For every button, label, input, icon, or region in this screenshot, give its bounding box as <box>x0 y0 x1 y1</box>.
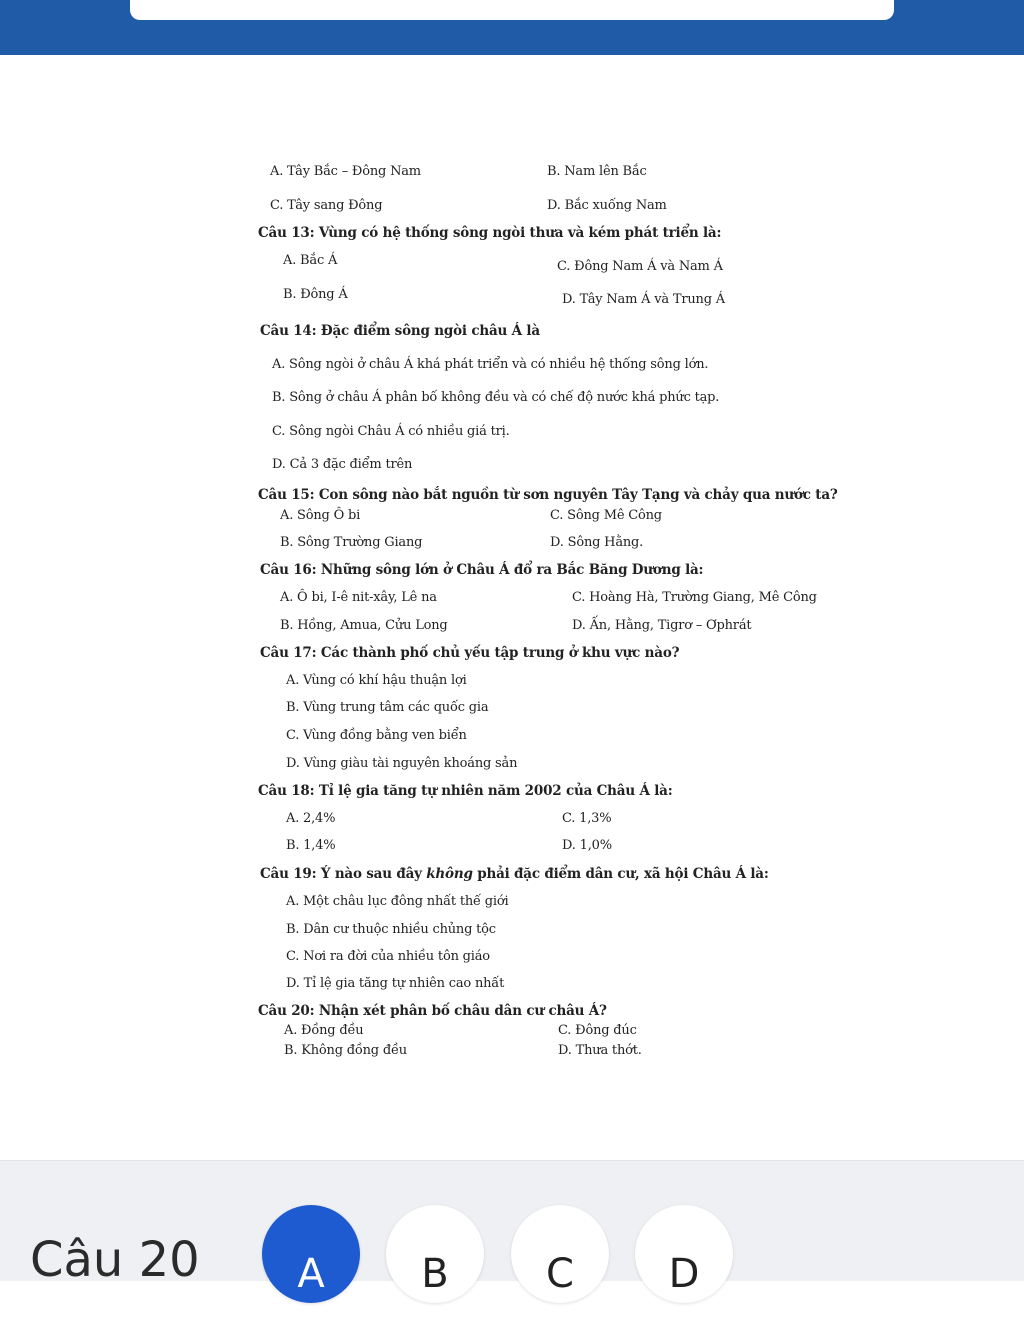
q17-option-b: B. Vùng trung tâm các quốc gia <box>286 700 489 715</box>
q13-option-a: A. Bắc Á <box>283 253 338 268</box>
q12-option-a: A. Tây Bắc – Đông Nam <box>270 164 421 179</box>
q14-option-a: A. Sông ngòi ở châu Á khá phát triển và có nhiều hệ thống sông lớn. <box>272 357 709 372</box>
q15-option-c: C. Sông Mê Công <box>550 508 662 523</box>
question-13: Câu 13: Vùng có hệ thống sông ngòi thưa và kém phát triển là: <box>258 225 722 241</box>
q16-option-d: D. Ấn, Hằng, Tigrơ – Ơphrát <box>572 618 752 633</box>
q16-option-a: A. Ô bi, I-ê nit-xây, Lê na <box>280 590 437 605</box>
answer-option-c[interactable] <box>511 1205 609 1303</box>
question-14: Câu 14: Đặc điểm sông ngòi châu Á là <box>260 323 540 339</box>
q17-option-c: C. Vùng đồng bằng ven biển <box>286 728 467 743</box>
answer-option-b[interactable] <box>386 1205 484 1303</box>
q14-option-d: D. Cả 3 đặc điểm trên <box>272 457 413 472</box>
answer-option-d-label: D <box>668 1251 700 1297</box>
question-19-suffix: phải đặc điểm dân cư, xã hội Châu Á là: <box>472 866 769 882</box>
q16-option-c: C. Hoàng Hà, Trường Giang, Mê Công <box>572 590 817 605</box>
question-16: Câu 16: Những sông lớn ở Châu Á đổ ra Bắc Băng Dương là: <box>260 562 704 578</box>
question-19 <box>260 866 769 882</box>
q20-option-a: A. Đồng đều <box>284 1023 364 1038</box>
q20-option-d: D. Thưa thớt. <box>558 1043 642 1058</box>
q20-option-b: B. Không đồng đều <box>284 1043 407 1058</box>
q19-option-d: D. Tỉ lệ gia tăng tự nhiên cao nhất <box>286 976 505 991</box>
answer-option-a-label: A <box>297 1251 325 1297</box>
q18-option-d: D. 1,0% <box>562 838 612 853</box>
q15-option-a: A. Sông Ô bi <box>280 508 361 523</box>
q19-option-a: A. Một châu lục đông nhất thế giới <box>286 894 509 909</box>
q13-option-b: B. Đông Á <box>283 287 348 302</box>
q20-option-c: C. Đông đúc <box>558 1023 637 1038</box>
q16-option-b: B. Hồng, Amua, Cửu Long <box>280 618 448 633</box>
answer-option-d[interactable] <box>635 1205 733 1303</box>
question-15: Câu 15: Con sông nào bắt nguồn từ sơn nguyên Tây Tạng và chảy qua nước ta? <box>258 487 838 503</box>
q12-option-b: B. Nam lên Bắc <box>547 164 647 179</box>
q15-option-d: D. Sông Hằng. <box>550 535 644 550</box>
question-19-prefix: Câu 19: Ý nào sau đây <box>260 866 427 882</box>
q13-option-c: C. Đông Nam Á và Nam Á <box>557 259 723 274</box>
q18-option-a: A. 2,4% <box>286 811 336 826</box>
question-17: Câu 17: Các thành phố chủ yếu tập trung ở khu vực nào? <box>260 645 680 661</box>
answer-question-label: Câu 20 <box>30 1232 200 1288</box>
q14-option-b: B. Sông ở châu Á phân bố không đều và có chế độ nước khá phức tạp. <box>272 390 720 405</box>
q14-option-c: C. Sông ngòi Châu Á có nhiều giá trị. <box>272 424 510 439</box>
q12-option-c: C. Tây sang Đông <box>270 198 383 213</box>
q19-option-b: B. Dân cư thuộc nhiều chủng tộc <box>286 922 496 937</box>
answer-option-a[interactable] <box>262 1205 360 1303</box>
q13-option-d: D. Tây Nam Á và Trung Á <box>562 292 725 307</box>
q18-option-c: C. 1,3% <box>562 811 612 826</box>
q18-option-b: B. 1,4% <box>286 838 336 853</box>
q12-option-d: D. Bắc xuống Nam <box>547 198 667 213</box>
q17-option-a: A. Vùng có khí hậu thuận lợi <box>286 673 467 688</box>
q19-option-c: C. Nơi ra đời của nhiều tôn giáo <box>286 949 490 964</box>
question-18: Câu 18: Tỉ lệ gia tăng tự nhiên năm 2002 của Châu Á là: <box>258 783 673 799</box>
answer-option-b-label: B <box>421 1251 449 1297</box>
q17-option-d: D. Vùng giàu tài nguyên khoáng sản <box>286 756 518 771</box>
q15-option-b: B. Sông Trường Giang <box>280 535 423 550</box>
question-20: Câu 20: Nhận xét phân bố châu dân cư châu Á? <box>258 1003 607 1019</box>
question-19-emphasis: không <box>426 866 473 882</box>
answer-option-c-label: C <box>546 1251 574 1297</box>
